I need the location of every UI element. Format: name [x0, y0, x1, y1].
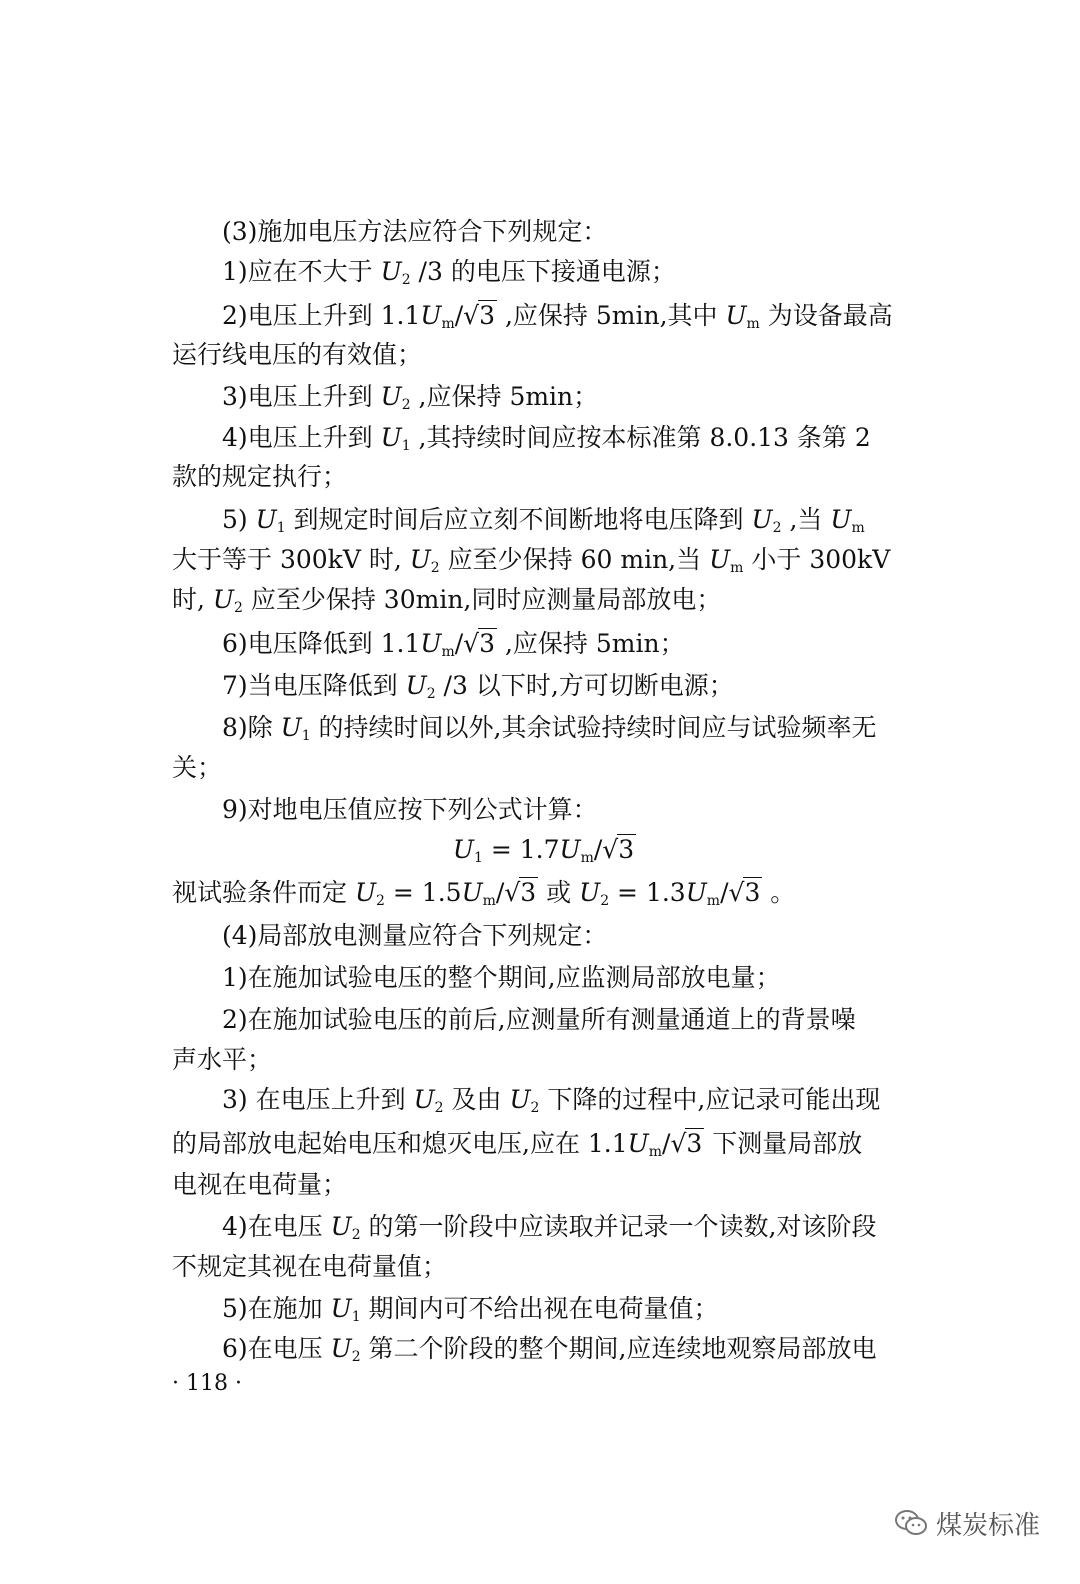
text-line: 电视在电荷量；: [172, 1170, 348, 1199]
watermark: [894, 1503, 1040, 1543]
text-line: 3) 在电压上升到 $U_2$ 及由 $U_2$ 下降的过程中,应记录可能出现: [222, 1085, 881, 1116]
wechat-icon: [894, 1509, 928, 1537]
text-line: 的局部放电起始电压和熄灭电压,应在 $1.1U_m/√3$ 下测量局部放: [172, 1129, 863, 1160]
text-line: 2)电压上升到 $1.1U_m/√3$ ,应保持 5min,其中 $U_m$ 为设备最高: [222, 301, 893, 332]
text-line: 7)当电压降低到 $U_2$ /3 以下时,方可切断电源；: [222, 671, 734, 702]
text-line: $U_1 = 1.7U_m/√3$: [452, 835, 635, 866]
text-line: 时, $U_2$ 应至少保持 30min,同时应测量局部放电；: [172, 585, 722, 616]
text-line: 3)电压上升到 $U_2$ ,应保持 5min；: [222, 382, 599, 413]
text-line: 4)电压上升到 $U_1$ ,其持续时间应按本标准第 8.0.13 条第 2: [222, 423, 871, 454]
text-line: 6)电压降低到 $1.1U_m/√3$ ,应保持 5min；: [222, 629, 685, 660]
text-line: 5)在施加 $U_1$ 期间内可不给出视在电荷量值；: [222, 1294, 719, 1325]
text-line: 8)除 $U_1$ 的持续时间以外,其余试验持续时间应与试验频率无: [222, 713, 877, 744]
text-line: 关；: [172, 753, 223, 782]
text-line: 6)在电压 $U_2$ 第二个阶段的整个期间,应连续地观察局部放电: [222, 1334, 877, 1365]
text-line: 1)应在不大于 $U_2$ /3 的电压下接通电源；: [222, 257, 676, 288]
text-line: 1)在施加试验电压的整个期间,应监测局部放电量；: [222, 963, 781, 992]
text-line: 视试验条件而定 $U_2 = 1.5U_m/√3$ 或 $U_2 = 1.3U_m/√3$ 。: [172, 878, 796, 909]
watermark-text: 煤炭标准: [935, 1510, 1040, 1541]
text-line: 运行线电压的有效值；: [172, 340, 423, 369]
text-line: 声水平；: [172, 1045, 273, 1074]
text-line: 不规定其视在电荷量值；: [172, 1252, 448, 1281]
text-line: 4)在电压 $U_2$ 的第一阶段中应读取并记录一个读数,对该阶段: [222, 1212, 877, 1243]
text-line: 款的规定执行；: [172, 462, 348, 491]
text-line: 大于等于 300kV 时, $U_2$ 应至少保持 60 min,当 $U_m$ 小于 300kV: [172, 545, 891, 576]
text-line: 2)在施加试验电压的前后,应测量所有测量通道上的背景噪: [222, 1005, 856, 1034]
text-line: (3)施加电压方法应符合下列规定：: [222, 217, 608, 246]
text-line: 5) $U_1$ 到规定时间后应立刻不间断地将电压降到 $U_2$ ,当 $U_m$: [222, 505, 865, 536]
text-line: (4)局部放电测量应符合下列规定：: [222, 921, 608, 950]
text-line: 9)对地电压值应按下列公式计算：: [222, 795, 598, 824]
page-number: · 118 ·: [172, 1371, 242, 1396]
